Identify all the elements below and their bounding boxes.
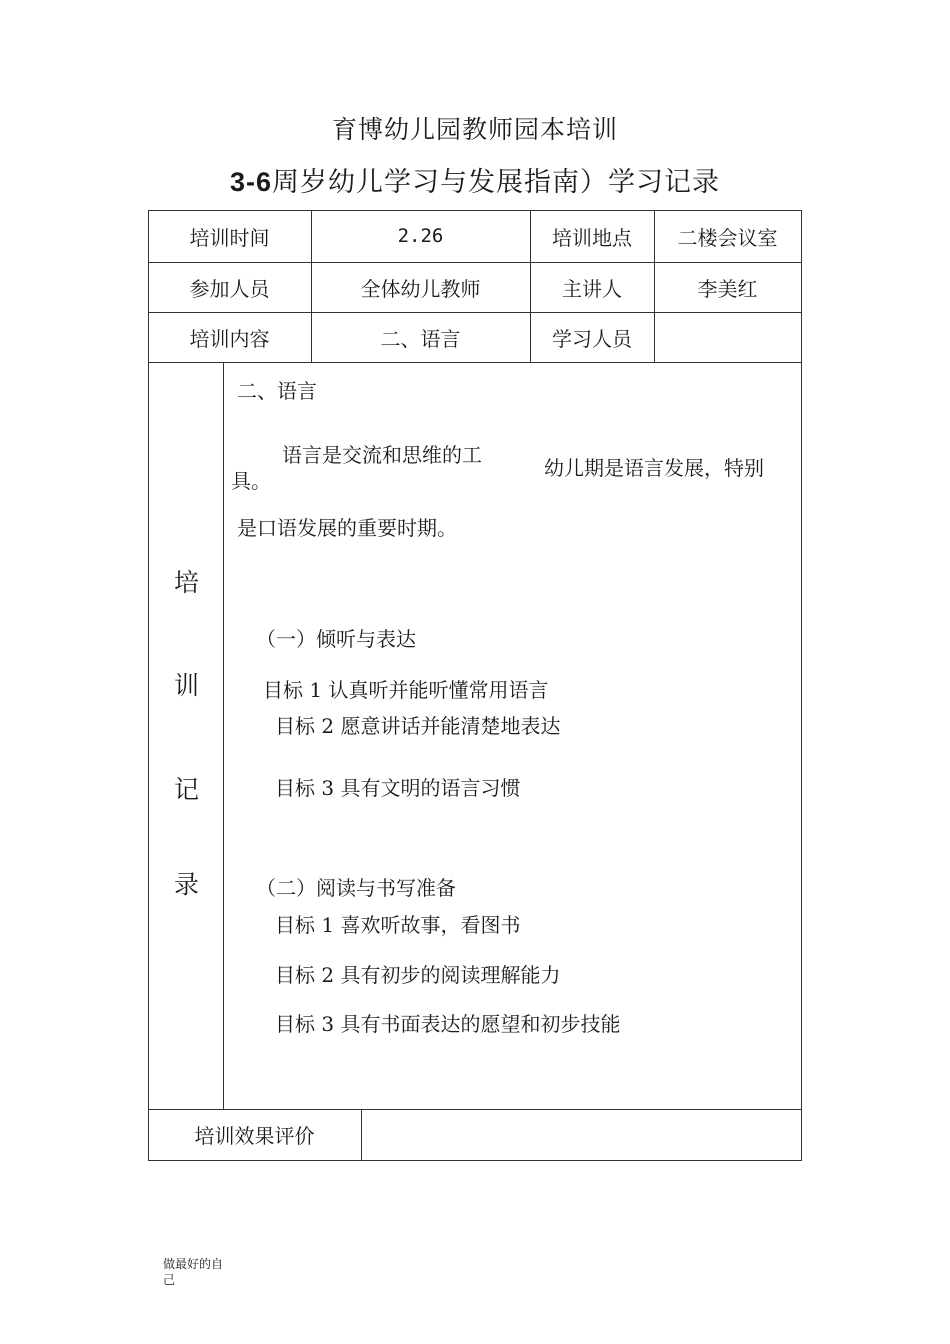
training-time-label: 培训时间 <box>189 225 270 250</box>
training-record-table <box>148 210 802 1161</box>
learner-label: 学习人员 <box>552 326 632 351</box>
evaluation-label: 培训效果评价 <box>194 1124 315 1148</box>
speaker-value: 李美红 <box>697 276 758 301</box>
record-side-label-char: 培 <box>174 568 200 597</box>
section-title: （一）倾听与表达 <box>256 627 416 651</box>
section-goal: 目标 2 愿意讲话并能清楚地表达 <box>275 714 561 738</box>
table-border-bottom <box>148 1160 802 1161</box>
learner-value <box>654 312 801 362</box>
subtitle-age-range: 3-6 <box>229 167 273 197</box>
section-goal: 目标 3 具有文明的语言习惯 <box>275 776 521 800</box>
record-intro-continuation: 是口语发展的重要时期。 <box>237 516 457 540</box>
training-content-label: 培训内容 <box>189 326 270 351</box>
evaluation-value <box>361 1109 801 1160</box>
document-title: 育博幼儿园教师园本培训 <box>331 115 618 144</box>
row-divider <box>148 362 802 363</box>
record-intro-left-line2: 具。 <box>231 469 271 493</box>
document-subtitle <box>0 160 950 199</box>
section-goal: 目标 1 认真听并能听懂常用语言 <box>263 678 549 702</box>
record-heading: 二、语言 <box>237 379 317 403</box>
speaker-label: 主讲人 <box>562 276 622 301</box>
table-border-right <box>801 210 802 1161</box>
section-goal: 目标 2 具有初步的阅读理解能力 <box>275 963 561 987</box>
record-side-label-char: 录 <box>174 870 200 899</box>
footer-line: 做最好的自 <box>163 1257 224 1271</box>
record-intro-right: 幼儿期是语言发展，特别 <box>544 456 764 480</box>
training-content-value: 二、语言 <box>380 326 461 351</box>
section-goal: 目标 1 喜欢听故事，看图书 <box>275 913 521 937</box>
record-side-label-char: 记 <box>174 775 200 804</box>
participants-value: 全体幼儿教师 <box>360 276 481 301</box>
column-divider <box>223 362 224 1109</box>
participants-label: 参加人员 <box>189 276 270 301</box>
footer-note <box>163 1256 223 1288</box>
training-place-label: 培训地点 <box>552 225 632 250</box>
footer-line: 己 <box>163 1273 176 1287</box>
section-title: （二）阅读与书写准备 <box>256 876 456 900</box>
subtitle-text: 周岁幼儿学习与发展指南）学习记录 <box>272 167 721 198</box>
training-place-value: 二楼会议室 <box>677 225 778 250</box>
record-intro-left-line1: 语言是交流和思维的工 <box>282 443 482 467</box>
record-side-label-char: 训 <box>174 671 200 700</box>
training-time-value: 2.26 <box>397 225 444 247</box>
section-goal: 目标 3 具有书面表达的愿望和初步技能 <box>275 1012 621 1036</box>
